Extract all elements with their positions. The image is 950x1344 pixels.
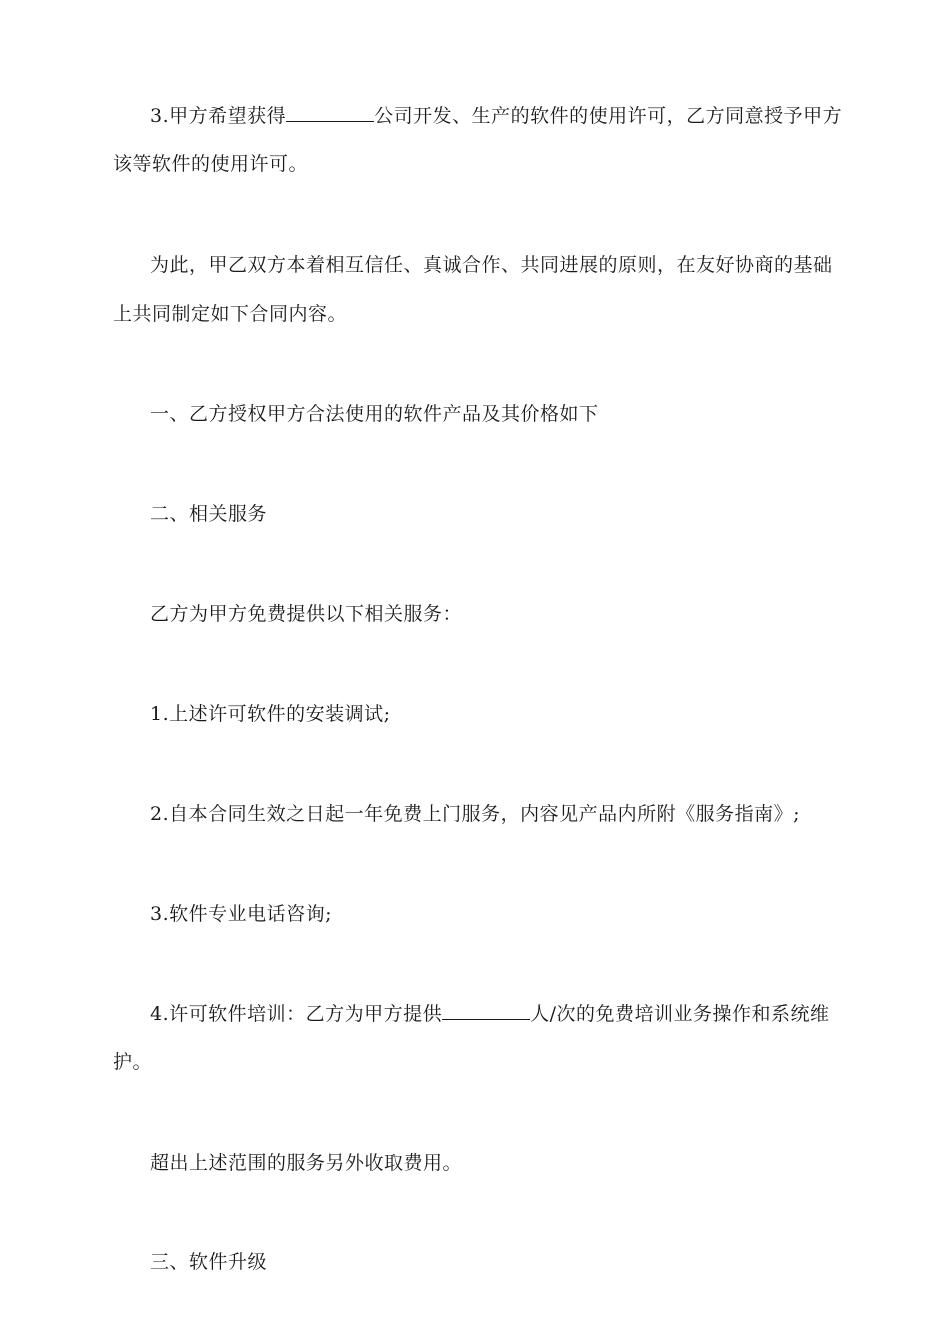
fill-in-blank-company[interactable]: [286, 103, 374, 122]
service-item-1: 1.上述许可软件的安装调试;: [150, 703, 391, 725]
section-heading-3: 三、软件升级: [150, 1251, 268, 1273]
service-item-4-line1: [150, 1001, 843, 1026]
text-fragment: 人/次的免费培训业务操作和系统维: [530, 1003, 830, 1025]
paragraph-license-line2: 该等软件的使用许可。: [113, 153, 309, 175]
text-fragment: 公司开发、生产的软件的使用许可，乙方同意授予甲方: [374, 105, 843, 127]
services-intro: 乙方为甲方免费提供以下相关服务：: [150, 603, 463, 625]
section-heading-2: 二、相关服务: [150, 503, 268, 525]
extra-services-note: 超出上述范围的服务另外收取费用。: [150, 1152, 463, 1174]
fill-in-blank-trainees[interactable]: [442, 1001, 530, 1020]
service-item-2: 2.自本合同生效之日起一年免费上门服务，内容见产品内所附《服务指南》;: [150, 803, 801, 825]
paragraph-principle-line1: 为此，甲乙双方本着相互信任、真诚合作、共同进展的原则，在友好协商的基础: [150, 254, 833, 276]
text-fragment: 4.许可软件培训：乙方为甲方提供: [150, 1003, 443, 1025]
paragraph-principle-line2: 上共同制定如下合同内容。: [113, 303, 348, 325]
text-fragment: 3.甲方希望获得: [150, 105, 287, 127]
service-item-3: 3.软件专业电话咨询;: [150, 903, 333, 925]
service-item-4-line2: 护。: [113, 1051, 153, 1073]
section-heading-1: 一、乙方授权甲方合法使用的软件产品及其价格如下: [150, 403, 599, 425]
paragraph-license-line1: [150, 103, 843, 128]
